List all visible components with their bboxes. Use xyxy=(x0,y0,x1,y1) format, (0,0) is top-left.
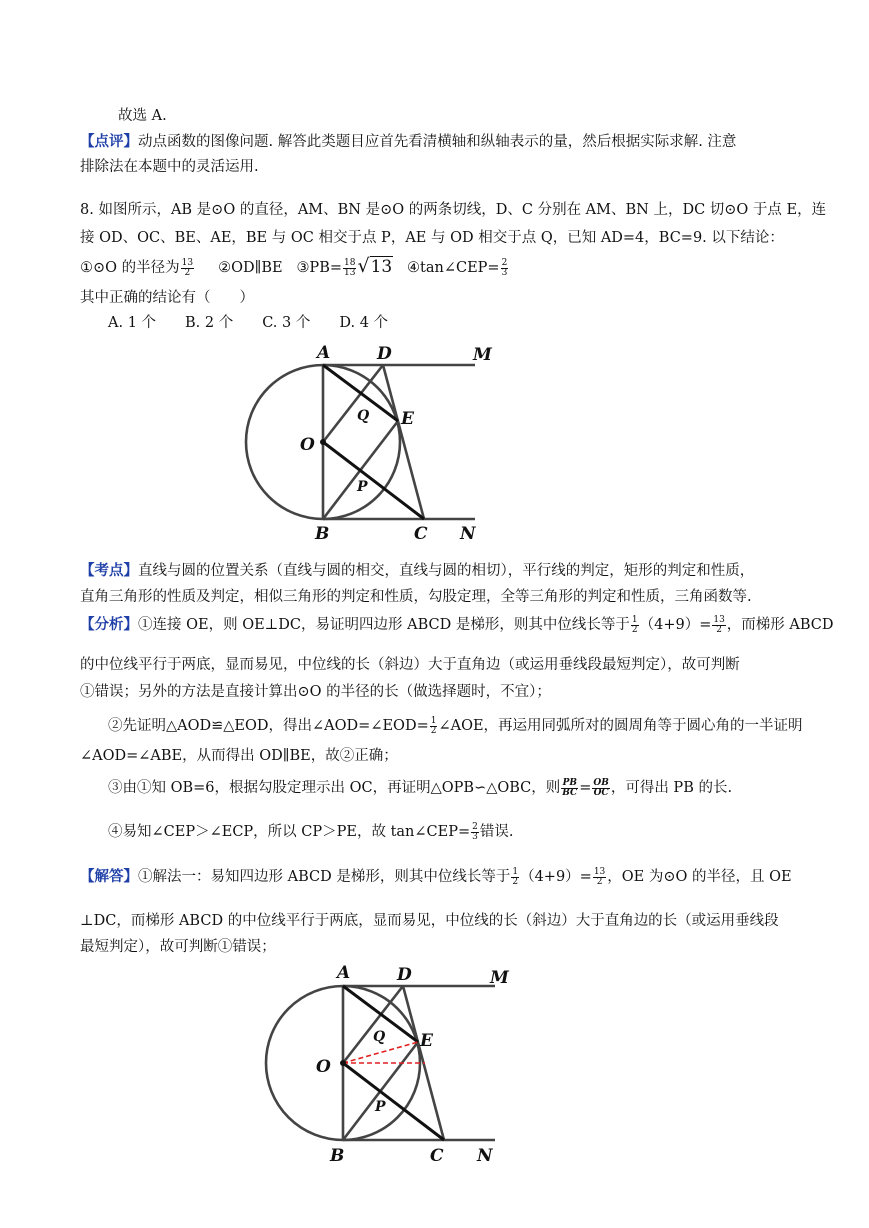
statements-line: ①⊙O 的半径为 $\frac{13}{2}$ ②OD∥BE ③PB= $\frac{18}{13}$ √13 ④tan∠CEP= $\frac{2}{3}$ xyxy=(80,255,508,278)
fenxi-line-7: ④易知∠CEP＞∠ECP，所以 CP＞PE，故 tan∠CEP= $\frac{2}{3}$ 错误. xyxy=(108,821,514,842)
kaodian-line-2: 直角三角形的性质及判定，相似三角形的判定和性质，勾股定理，全等三角形的判定和性质，三角函数等. xyxy=(80,589,752,605)
svg-text:M: M xyxy=(490,968,509,988)
jieda-line-2: ⊥DC，而梯形 ABCD 的中位线平行于两底，显而易见，中位线的长（斜边）大于直角边的长（或运用垂线段 xyxy=(80,913,779,929)
svg-text:O: O xyxy=(300,435,315,455)
fraction: $\frac{OB}{OC}$ xyxy=(593,777,609,798)
comment-line-2: 排除法在本题中的灵活运用. xyxy=(80,159,259,175)
fraction: $\frac{13}{2}$ xyxy=(713,614,725,635)
svg-text:Q: Q xyxy=(373,1029,386,1045)
fraction: $\frac{2}{3}$ xyxy=(472,821,478,842)
svg-text:B: B xyxy=(315,524,330,544)
question-8-line-2: 接 OD、OC、BE、AE，BE 与 OC 相交于点 P，AE 与 OD 相交于点 Q，已知 AD=4，BC=9. 以下结论： xyxy=(80,230,784,246)
svg-text:A: A xyxy=(337,963,351,983)
comment-tag: 【点评】 xyxy=(80,133,138,150)
jieda-line-1: 【解答】①解法一：易知四边形 ABCD 是梯形，则其中位线长等于 $\frac{1}{2}$ （4+9）= $\frac{13}{2}$ ，OE 为⊙O 的半径，且 OE xyxy=(80,866,792,887)
fenxi-line-3: ①错误；另外的方法是直接计算出⊙O 的半径的长（做选择题时，不宜）； xyxy=(80,684,551,700)
jieda-tag: 【解答】 xyxy=(80,868,138,885)
fenxi-tag: 【分析】 xyxy=(80,616,138,633)
svg-text:E: E xyxy=(420,1031,433,1051)
svg-text:B: B xyxy=(330,1146,345,1166)
fenxi-line-6: ③由①知 OB=6，根据勾股定理示出 OC，再证明△OPB∽△OBC，则 $\frac{PB}{BC}$ = $\frac{OB}{OC}$ ，可得出 PB 的长. xyxy=(108,777,733,798)
geometry-figure-1 xyxy=(240,338,510,550)
comment-line-1: 【点评】动点函数的图像问题. 解答此类题目应首先看清横轴和纵轴表示的量，然后根据实际求解. 注意 xyxy=(80,133,737,150)
svg-text:M: M xyxy=(473,345,492,365)
svg-text:E: E xyxy=(401,409,414,429)
svg-text:A: A xyxy=(317,343,331,363)
fraction: $\frac{PB}{BC}$ xyxy=(562,777,578,798)
fraction: $\frac{2}{3}$ xyxy=(501,257,508,278)
fenxi-line-5: ∠AOD=∠ABE，从而得出 OD∥BE，故②正确； xyxy=(80,748,398,764)
svg-text:Q: Q xyxy=(357,408,370,424)
question-ask: 其中正确的结论有（ ） xyxy=(80,290,254,306)
svg-text:N: N xyxy=(477,1146,493,1166)
fraction: $\frac{13}{2}$ xyxy=(181,257,194,278)
question-8-line-1: 8. 如图所示，AB 是⊙O 的直径，AM、BN 是⊙O 的两条切线，D、C 分别在 AM、BN 上，DC 切⊙O 于点 E，连 xyxy=(80,202,827,218)
sqrt-expression: √13 xyxy=(357,255,393,277)
svg-text:D: D xyxy=(397,965,412,985)
svg-text:N: N xyxy=(460,524,476,544)
text-line: 故选 A. xyxy=(118,108,167,124)
fraction: $\frac{1}{2}$ xyxy=(512,866,519,887)
geometry-figure-2 xyxy=(260,958,530,1170)
fraction: $\frac{18}{13}$ xyxy=(344,257,356,278)
svg-text:P: P xyxy=(357,479,368,495)
jieda-line-3: 最短判定），故可判断①错误； xyxy=(80,939,276,955)
svg-text:D: D xyxy=(377,344,392,364)
svg-text:C: C xyxy=(414,524,428,544)
fenxi-line-1: 【分析】①连接 OE，则 OE⊥DC，易证明四边形 ABCD 是梯形，则其中位线长等于 $\frac{1}{2}$ （4+9）= $\frac{13}{2}$ ，而梯形 ABCD xyxy=(80,614,834,635)
fraction: $\frac{13}{2}$ xyxy=(593,866,606,887)
svg-text:C: C xyxy=(430,1146,444,1166)
fenxi-line-4: ②先证明△AOD≌△EOD，得出∠AOD=∠EOD= $\frac{1}{2}$ ∠AOE，再运用同弧所对的圆周角等于圆心角的一半证明 xyxy=(108,715,803,736)
kaodian-line-1: 【考点】直线与圆的位置关系（直线与圆的相交，直线与圆的相切），平行线的判定，矩形的判定和性质， xyxy=(80,562,755,579)
answer-options: A. 1 个 B. 2 个 C. 3 个 D. 4 个 xyxy=(108,315,389,331)
fenxi-line-2: 的中位线平行于两底，显而易见，中位线的长（斜边）大于直角边（或运用垂线段最短判定），故可判断 xyxy=(80,657,740,673)
svg-text:O: O xyxy=(316,1057,331,1077)
fraction: $\frac{1}{2}$ xyxy=(631,614,638,635)
fraction: $\frac{1}{2}$ xyxy=(430,715,437,736)
svg-text:P: P xyxy=(375,1099,386,1115)
kaodian-tag: 【考点】 xyxy=(80,562,138,579)
